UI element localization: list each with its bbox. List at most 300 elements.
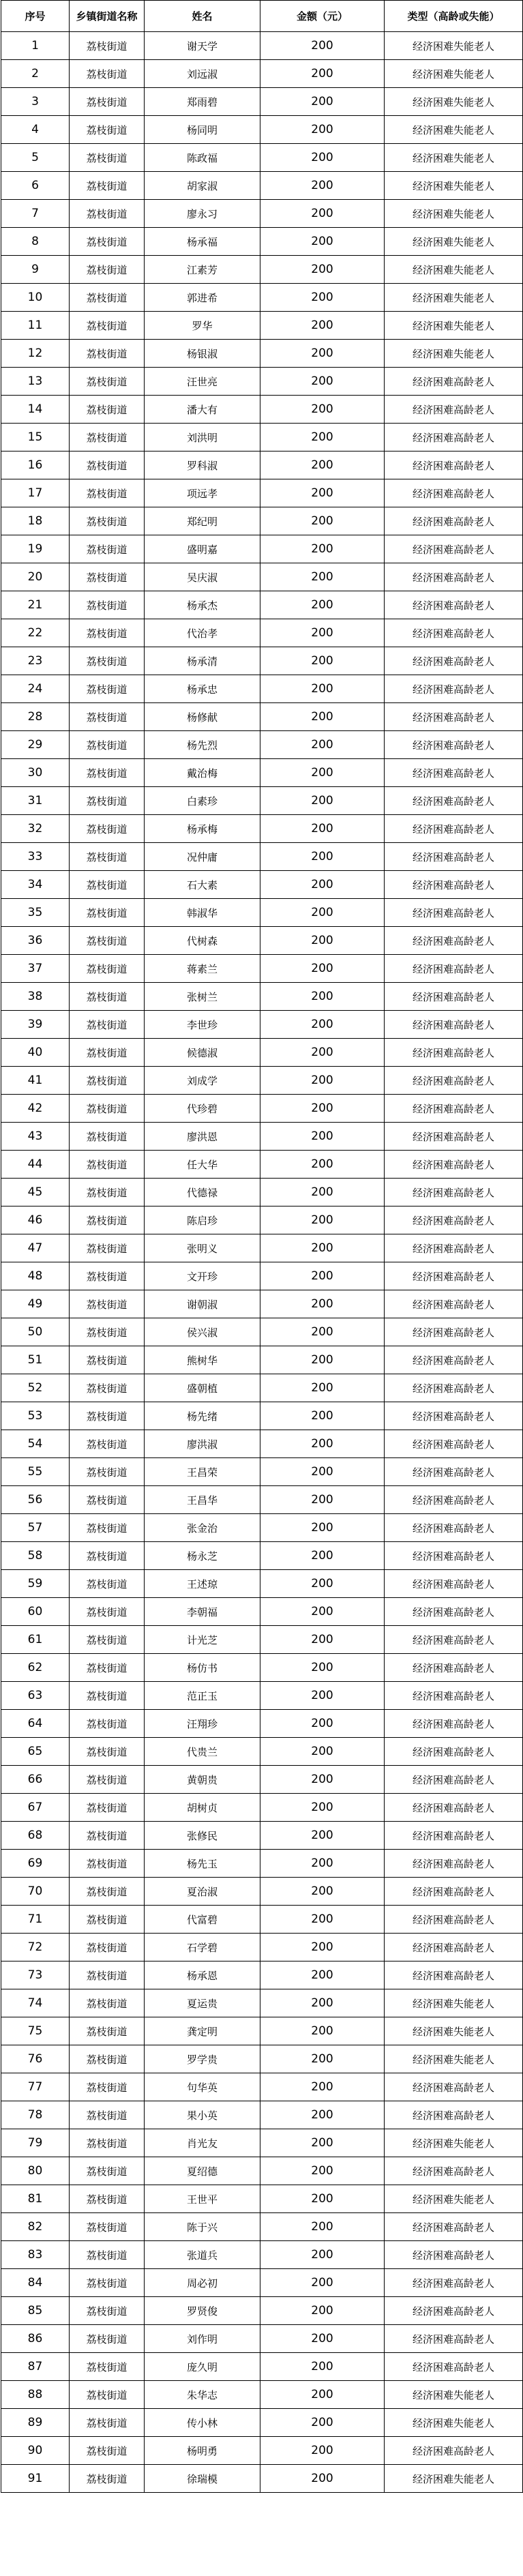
cell-category: 经济困难高龄老人 bbox=[385, 2325, 523, 2353]
cell-subdistrict-name: 荔枝街道 bbox=[70, 1710, 145, 1738]
cell-subdistrict-name: 荔枝街道 bbox=[70, 2325, 145, 2353]
cell-serial-number: 75 bbox=[1, 2017, 70, 2045]
table-row bbox=[1, 787, 523, 815]
cell-amount: 200 bbox=[260, 424, 385, 451]
cell-category: 经济困难失能老人 bbox=[385, 200, 523, 228]
cell-subdistrict-name: 荔枝街道 bbox=[70, 1570, 145, 1598]
cell-subdistrict-name: 荔枝街道 bbox=[70, 1318, 145, 1346]
cell-serial-number: 37 bbox=[1, 955, 70, 983]
cell-amount: 200 bbox=[260, 1906, 385, 1934]
cell-amount: 200 bbox=[260, 2101, 385, 2129]
cell-person-name: 文开珍 bbox=[145, 1262, 260, 1290]
cell-amount: 200 bbox=[260, 619, 385, 647]
table-row bbox=[1, 2101, 523, 2129]
cell-serial-number: 38 bbox=[1, 983, 70, 1011]
cell-subdistrict-name: 荔枝街道 bbox=[70, 172, 145, 200]
cell-amount: 200 bbox=[260, 1039, 385, 1067]
cell-category: 经济困难高龄老人 bbox=[385, 1766, 523, 1794]
cell-amount: 200 bbox=[260, 955, 385, 983]
table-row bbox=[1, 2325, 523, 2353]
cell-subdistrict-name: 荔枝街道 bbox=[70, 451, 145, 479]
cell-category: 经济困难高龄老人 bbox=[385, 1374, 523, 1402]
table-row bbox=[1, 1067, 523, 1095]
cell-amount: 200 bbox=[260, 2353, 385, 2381]
cell-subdistrict-name: 荔枝街道 bbox=[70, 1095, 145, 1123]
table-body bbox=[1, 32, 523, 2493]
cell-category: 经济困难高龄老人 bbox=[385, 1262, 523, 1290]
cell-person-name: 陈启珍 bbox=[145, 1206, 260, 1234]
header-category: 类型（高龄或失能） bbox=[385, 1, 523, 32]
cell-category: 经济困难高龄老人 bbox=[385, 1346, 523, 1374]
table-row bbox=[1, 479, 523, 507]
cell-person-name: 杨承梅 bbox=[145, 815, 260, 843]
cell-person-name: 黄朝贵 bbox=[145, 1766, 260, 1794]
cell-serial-number: 21 bbox=[1, 591, 70, 619]
cell-category: 经济困难高龄老人 bbox=[385, 983, 523, 1011]
cell-subdistrict-name: 荔枝街道 bbox=[70, 1626, 145, 1654]
cell-person-name: 庞久明 bbox=[145, 2353, 260, 2381]
cell-category: 经济困难高龄老人 bbox=[385, 1151, 523, 1179]
cell-category: 经济困难失能老人 bbox=[385, 1989, 523, 2017]
cell-serial-number: 3 bbox=[1, 88, 70, 116]
cell-amount: 200 bbox=[260, 2073, 385, 2101]
cell-amount: 200 bbox=[260, 312, 385, 340]
cell-serial-number: 30 bbox=[1, 759, 70, 787]
cell-amount: 200 bbox=[260, 787, 385, 815]
cell-amount: 200 bbox=[260, 2241, 385, 2269]
cell-amount: 200 bbox=[260, 2381, 385, 2409]
cell-category: 经济困难高龄老人 bbox=[385, 1626, 523, 1654]
cell-person-name: 王昌荣 bbox=[145, 1458, 260, 1486]
cell-category: 经济困难失能老人 bbox=[385, 312, 523, 340]
table-row bbox=[1, 1262, 523, 1290]
table-row bbox=[1, 1654, 523, 1682]
cell-category: 经济困难高龄老人 bbox=[385, 1179, 523, 1206]
cell-person-name: 石学碧 bbox=[145, 1934, 260, 1961]
cell-category: 经济困难失能老人 bbox=[385, 88, 523, 116]
cell-amount: 200 bbox=[260, 200, 385, 228]
header-serial-number: 序号 bbox=[1, 1, 70, 32]
cell-person-name: 徐瑞模 bbox=[145, 2465, 260, 2493]
cell-amount: 200 bbox=[260, 1290, 385, 1318]
cell-category: 经济困难高龄老人 bbox=[385, 1654, 523, 1682]
cell-category: 经济困难高龄老人 bbox=[385, 1850, 523, 1878]
cell-person-name: 代治孝 bbox=[145, 619, 260, 647]
cell-person-name: 罗华 bbox=[145, 312, 260, 340]
cell-amount: 200 bbox=[260, 647, 385, 675]
cell-serial-number: 45 bbox=[1, 1179, 70, 1206]
table-row bbox=[1, 703, 523, 731]
cell-person-name: 传小林 bbox=[145, 2409, 260, 2437]
cell-serial-number: 13 bbox=[1, 368, 70, 396]
cell-subdistrict-name: 荔枝街道 bbox=[70, 2129, 145, 2157]
table-row bbox=[1, 1234, 523, 1262]
cell-serial-number: 17 bbox=[1, 479, 70, 507]
cell-subdistrict-name: 荔枝街道 bbox=[70, 1934, 145, 1961]
cell-amount: 200 bbox=[260, 2409, 385, 2437]
cell-category: 经济困难失能老人 bbox=[385, 2045, 523, 2073]
cell-amount: 200 bbox=[260, 1123, 385, 1151]
cell-person-name: 夏治淑 bbox=[145, 1878, 260, 1906]
cell-serial-number: 87 bbox=[1, 2353, 70, 2381]
cell-serial-number: 32 bbox=[1, 815, 70, 843]
table-row bbox=[1, 116, 523, 144]
cell-category: 经济困难高龄老人 bbox=[385, 1206, 523, 1234]
table-row bbox=[1, 200, 523, 228]
cell-person-name: 杨同明 bbox=[145, 116, 260, 144]
cell-person-name: 王述琼 bbox=[145, 1570, 260, 1598]
table-row bbox=[1, 312, 523, 340]
cell-subdistrict-name: 荔枝街道 bbox=[70, 787, 145, 815]
cell-subdistrict-name: 荔枝街道 bbox=[70, 228, 145, 256]
cell-subdistrict-name: 荔枝街道 bbox=[70, 2297, 145, 2325]
table-row bbox=[1, 507, 523, 535]
cell-category: 经济困难失能老人 bbox=[385, 32, 523, 60]
cell-category: 经济困难高龄老人 bbox=[385, 1290, 523, 1318]
cell-category: 经济困难高龄老人 bbox=[385, 843, 523, 871]
cell-person-name: 张修民 bbox=[145, 1822, 260, 1850]
cell-person-name: 王昌华 bbox=[145, 1486, 260, 1514]
cell-subdistrict-name: 荔枝街道 bbox=[70, 340, 145, 368]
cell-amount: 200 bbox=[260, 1346, 385, 1374]
table-row bbox=[1, 563, 523, 591]
cell-amount: 200 bbox=[260, 1794, 385, 1822]
cell-subdistrict-name: 荔枝街道 bbox=[70, 2157, 145, 2185]
table-row bbox=[1, 2045, 523, 2073]
cell-category: 经济困难高龄老人 bbox=[385, 759, 523, 787]
cell-amount: 200 bbox=[260, 1570, 385, 1598]
cell-category: 经济困难高龄老人 bbox=[385, 1961, 523, 1989]
cell-serial-number: 46 bbox=[1, 1206, 70, 1234]
table-row bbox=[1, 1570, 523, 1598]
cell-subdistrict-name: 荔枝街道 bbox=[70, 2073, 145, 2101]
table-row bbox=[1, 424, 523, 451]
table-row bbox=[1, 591, 523, 619]
cell-serial-number: 28 bbox=[1, 703, 70, 731]
cell-person-name: 夏绍德 bbox=[145, 2157, 260, 2185]
cell-amount: 200 bbox=[260, 340, 385, 368]
cell-category: 经济困难高龄老人 bbox=[385, 675, 523, 703]
cell-category: 经济困难高龄老人 bbox=[385, 1906, 523, 1934]
cell-serial-number: 64 bbox=[1, 1710, 70, 1738]
table-row bbox=[1, 256, 523, 284]
cell-amount: 200 bbox=[260, 1206, 385, 1234]
cell-subdistrict-name: 荔枝街道 bbox=[70, 647, 145, 675]
cell-serial-number: 5 bbox=[1, 144, 70, 172]
cell-category: 经济困难高龄老人 bbox=[385, 451, 523, 479]
cell-person-name: 任大华 bbox=[145, 1151, 260, 1179]
cell-person-name: 候德淑 bbox=[145, 1039, 260, 1067]
cell-person-name: 盛朝植 bbox=[145, 1374, 260, 1402]
cell-amount: 200 bbox=[260, 535, 385, 563]
table-row bbox=[1, 731, 523, 759]
cell-category: 经济困难失能老人 bbox=[385, 2409, 523, 2437]
cell-person-name: 代贵兰 bbox=[145, 1738, 260, 1766]
table-row bbox=[1, 955, 523, 983]
cell-serial-number: 31 bbox=[1, 787, 70, 815]
cell-person-name: 杨承忠 bbox=[145, 675, 260, 703]
cell-person-name: 潘大有 bbox=[145, 396, 260, 424]
cell-serial-number: 74 bbox=[1, 1989, 70, 2017]
cell-serial-number: 62 bbox=[1, 1654, 70, 1682]
table-row bbox=[1, 1095, 523, 1123]
table-row bbox=[1, 1430, 523, 1458]
cell-category: 经济困难高龄老人 bbox=[385, 1682, 523, 1710]
cell-serial-number: 15 bbox=[1, 424, 70, 451]
cell-amount: 200 bbox=[260, 284, 385, 312]
cell-serial-number: 52 bbox=[1, 1374, 70, 1402]
cell-subdistrict-name: 荔枝街道 bbox=[70, 2409, 145, 2437]
table-row bbox=[1, 368, 523, 396]
cell-amount: 200 bbox=[260, 507, 385, 535]
cell-person-name: 廖洪恩 bbox=[145, 1123, 260, 1151]
cell-category: 经济困难高龄老人 bbox=[385, 1542, 523, 1570]
cell-category: 经济困难高龄老人 bbox=[385, 1822, 523, 1850]
cell-serial-number: 10 bbox=[1, 284, 70, 312]
cell-subdistrict-name: 荔枝街道 bbox=[70, 1123, 145, 1151]
table-row bbox=[1, 1290, 523, 1318]
table-row bbox=[1, 1346, 523, 1374]
cell-amount: 200 bbox=[260, 32, 385, 60]
cell-person-name: 胡树贞 bbox=[145, 1794, 260, 1822]
cell-category: 经济困难高龄老人 bbox=[385, 899, 523, 927]
cell-subdistrict-name: 荔枝街道 bbox=[70, 1794, 145, 1822]
cell-serial-number: 60 bbox=[1, 1598, 70, 1626]
cell-person-name: 杨承恩 bbox=[145, 1961, 260, 1989]
cell-subdistrict-name: 荔枝街道 bbox=[70, 871, 145, 899]
table-row bbox=[1, 2409, 523, 2437]
cell-amount: 200 bbox=[260, 2129, 385, 2157]
cell-serial-number: 11 bbox=[1, 312, 70, 340]
cell-amount: 200 bbox=[260, 2045, 385, 2073]
cell-person-name: 周必初 bbox=[145, 2269, 260, 2297]
cell-category: 经济困难高龄老人 bbox=[385, 1738, 523, 1766]
cell-subdistrict-name: 荔枝街道 bbox=[70, 88, 145, 116]
cell-serial-number: 49 bbox=[1, 1290, 70, 1318]
cell-category: 经济困难高龄老人 bbox=[385, 815, 523, 843]
cell-person-name: 汪翔珍 bbox=[145, 1710, 260, 1738]
cell-person-name: 杨承福 bbox=[145, 228, 260, 256]
cell-amount: 200 bbox=[260, 1654, 385, 1682]
cell-category: 经济困难高龄老人 bbox=[385, 2101, 523, 2129]
cell-subdistrict-name: 荔枝街道 bbox=[70, 1542, 145, 1570]
cell-serial-number: 59 bbox=[1, 1570, 70, 1598]
cell-serial-number: 70 bbox=[1, 1878, 70, 1906]
header-amount: 金额（元） bbox=[260, 1, 385, 32]
cell-subdistrict-name: 荔枝街道 bbox=[70, 1179, 145, 1206]
cell-person-name: 杨永芝 bbox=[145, 1542, 260, 1570]
table-row bbox=[1, 172, 523, 200]
cell-serial-number: 89 bbox=[1, 2409, 70, 2437]
table-row bbox=[1, 340, 523, 368]
cell-serial-number: 44 bbox=[1, 1151, 70, 1179]
cell-subdistrict-name: 荔枝街道 bbox=[70, 1430, 145, 1458]
cell-category: 经济困难高龄老人 bbox=[385, 1458, 523, 1486]
cell-category: 经济困难高龄老人 bbox=[385, 507, 523, 535]
cell-amount: 200 bbox=[260, 1486, 385, 1514]
cell-person-name: 杨银淑 bbox=[145, 340, 260, 368]
cell-serial-number: 29 bbox=[1, 731, 70, 759]
cell-category: 经济困难高龄老人 bbox=[385, 2073, 523, 2101]
cell-subdistrict-name: 荔枝街道 bbox=[70, 1151, 145, 1179]
cell-serial-number: 20 bbox=[1, 563, 70, 591]
cell-serial-number: 65 bbox=[1, 1738, 70, 1766]
cell-person-name: 代德禄 bbox=[145, 1179, 260, 1206]
cell-category: 经济困难高龄老人 bbox=[385, 535, 523, 563]
cell-category: 经济困难失能老人 bbox=[385, 2465, 523, 2493]
cell-subdistrict-name: 荔枝街道 bbox=[70, 2437, 145, 2465]
cell-subdistrict-name: 荔枝街道 bbox=[70, 424, 145, 451]
table-row bbox=[1, 284, 523, 312]
cell-person-name: 韩淑华 bbox=[145, 899, 260, 927]
cell-person-name: 盛明嘉 bbox=[145, 535, 260, 563]
table-row bbox=[1, 1179, 523, 1206]
cell-amount: 200 bbox=[260, 1430, 385, 1458]
cell-serial-number: 9 bbox=[1, 256, 70, 284]
cell-amount: 200 bbox=[260, 1934, 385, 1961]
cell-category: 经济困难高龄老人 bbox=[385, 1710, 523, 1738]
cell-subdistrict-name: 荔枝街道 bbox=[70, 1989, 145, 2017]
cell-serial-number: 6 bbox=[1, 172, 70, 200]
cell-person-name: 陈政福 bbox=[145, 144, 260, 172]
cell-amount: 200 bbox=[260, 1766, 385, 1794]
cell-subdistrict-name: 荔枝街道 bbox=[70, 1822, 145, 1850]
table-row bbox=[1, 1710, 523, 1738]
cell-subdistrict-name: 荔枝街道 bbox=[70, 591, 145, 619]
cell-subdistrict-name: 荔枝街道 bbox=[70, 1402, 145, 1430]
cell-category: 经济困难失能老人 bbox=[385, 60, 523, 88]
cell-serial-number: 41 bbox=[1, 1067, 70, 1095]
cell-serial-number: 4 bbox=[1, 116, 70, 144]
cell-category: 经济困难高龄老人 bbox=[385, 591, 523, 619]
table-row bbox=[1, 2185, 523, 2213]
cell-person-name: 张明义 bbox=[145, 1234, 260, 1262]
cell-amount: 200 bbox=[260, 1095, 385, 1123]
cell-subdistrict-name: 荔枝街道 bbox=[70, 1906, 145, 1934]
header-person-name: 姓名 bbox=[145, 1, 260, 32]
cell-subdistrict-name: 荔枝街道 bbox=[70, 1067, 145, 1095]
cell-person-name: 杨先烈 bbox=[145, 731, 260, 759]
cell-category: 经济困难失能老人 bbox=[385, 256, 523, 284]
cell-amount: 200 bbox=[260, 731, 385, 759]
cell-subdistrict-name: 荔枝街道 bbox=[70, 144, 145, 172]
cell-person-name: 郑雨碧 bbox=[145, 88, 260, 116]
cell-subdistrict-name: 荔枝街道 bbox=[70, 312, 145, 340]
cell-person-name: 杨明勇 bbox=[145, 2437, 260, 2465]
cell-serial-number: 61 bbox=[1, 1626, 70, 1654]
table-row bbox=[1, 396, 523, 424]
cell-category: 经济困难高龄老人 bbox=[385, 871, 523, 899]
cell-subdistrict-name: 荔枝街道 bbox=[70, 200, 145, 228]
cell-serial-number: 84 bbox=[1, 2269, 70, 2297]
cell-subdistrict-name: 荔枝街道 bbox=[70, 116, 145, 144]
cell-subdistrict-name: 荔枝街道 bbox=[70, 1738, 145, 1766]
cell-amount: 200 bbox=[260, 2297, 385, 2325]
cell-category: 经济困难失能老人 bbox=[385, 144, 523, 172]
table-row bbox=[1, 60, 523, 88]
cell-subdistrict-name: 荔枝街道 bbox=[70, 1039, 145, 1067]
cell-subdistrict-name: 荔枝街道 bbox=[70, 1961, 145, 1989]
cell-amount: 200 bbox=[260, 451, 385, 479]
cell-category: 经济困难高龄老人 bbox=[385, 1234, 523, 1262]
cell-serial-number: 57 bbox=[1, 1514, 70, 1542]
cell-person-name: 张树兰 bbox=[145, 983, 260, 1011]
table-row bbox=[1, 675, 523, 703]
table-row bbox=[1, 1989, 523, 2017]
cell-amount: 200 bbox=[260, 2325, 385, 2353]
cell-amount: 200 bbox=[260, 256, 385, 284]
table-row bbox=[1, 1850, 523, 1878]
cell-amount: 200 bbox=[260, 815, 385, 843]
cell-person-name: 朱华志 bbox=[145, 2381, 260, 2409]
cell-subdistrict-name: 荔枝街道 bbox=[70, 927, 145, 955]
cell-serial-number: 76 bbox=[1, 2045, 70, 2073]
cell-subdistrict-name: 荔枝街道 bbox=[70, 731, 145, 759]
cell-person-name: 王世平 bbox=[145, 2185, 260, 2213]
cell-person-name: 代珍碧 bbox=[145, 1095, 260, 1123]
table-row bbox=[1, 228, 523, 256]
cell-subdistrict-name: 荔枝街道 bbox=[70, 1654, 145, 1682]
cell-category: 经济困难失能老人 bbox=[385, 2185, 523, 2213]
table-row bbox=[1, 2017, 523, 2045]
table-row bbox=[1, 2129, 523, 2157]
cell-subdistrict-name: 荔枝街道 bbox=[70, 2213, 145, 2241]
cell-subdistrict-name: 荔枝街道 bbox=[70, 1458, 145, 1486]
cell-serial-number: 43 bbox=[1, 1123, 70, 1151]
cell-subdistrict-name: 荔枝街道 bbox=[70, 1374, 145, 1402]
cell-person-name: 白素珍 bbox=[145, 787, 260, 815]
cell-amount: 200 bbox=[260, 2185, 385, 2213]
cell-category: 经济困难失能老人 bbox=[385, 284, 523, 312]
cell-serial-number: 19 bbox=[1, 535, 70, 563]
table-row bbox=[1, 2437, 523, 2465]
cell-serial-number: 80 bbox=[1, 2157, 70, 2185]
cell-amount: 200 bbox=[260, 1067, 385, 1095]
cell-subdistrict-name: 荔枝街道 bbox=[70, 535, 145, 563]
table-row bbox=[1, 927, 523, 955]
cell-category: 经济困难高龄老人 bbox=[385, 1430, 523, 1458]
cell-amount: 200 bbox=[260, 927, 385, 955]
cell-person-name: 龚定明 bbox=[145, 2017, 260, 2045]
table-row bbox=[1, 1374, 523, 1402]
cell-subdistrict-name: 荔枝街道 bbox=[70, 1290, 145, 1318]
cell-subdistrict-name: 荔枝街道 bbox=[70, 1850, 145, 1878]
cell-category: 经济困难高龄老人 bbox=[385, 2241, 523, 2269]
cell-subdistrict-name: 荔枝街道 bbox=[70, 815, 145, 843]
cell-amount: 200 bbox=[260, 1179, 385, 1206]
cell-person-name: 谢天学 bbox=[145, 32, 260, 60]
cell-category: 经济困难高龄老人 bbox=[385, 1318, 523, 1346]
cell-subdistrict-name: 荔枝街道 bbox=[70, 1234, 145, 1262]
cell-amount: 200 bbox=[260, 1262, 385, 1290]
cell-category: 经济困难高龄老人 bbox=[385, 1570, 523, 1598]
table-row bbox=[1, 1402, 523, 1430]
cell-serial-number: 47 bbox=[1, 1234, 70, 1262]
cell-person-name: 杨承清 bbox=[145, 647, 260, 675]
cell-serial-number: 14 bbox=[1, 396, 70, 424]
cell-subdistrict-name: 荔枝街道 bbox=[70, 675, 145, 703]
cell-subdistrict-name: 荔枝街道 bbox=[70, 1486, 145, 1514]
table-row bbox=[1, 2157, 523, 2185]
cell-amount: 200 bbox=[260, 368, 385, 396]
cell-category: 经济困难高龄老人 bbox=[385, 1878, 523, 1906]
table-row bbox=[1, 1626, 523, 1654]
cell-amount: 200 bbox=[260, 144, 385, 172]
table-row bbox=[1, 1151, 523, 1179]
cell-person-name: 杨先玉 bbox=[145, 1850, 260, 1878]
table-row bbox=[1, 1123, 523, 1151]
cell-person-name: 李朝福 bbox=[145, 1598, 260, 1626]
